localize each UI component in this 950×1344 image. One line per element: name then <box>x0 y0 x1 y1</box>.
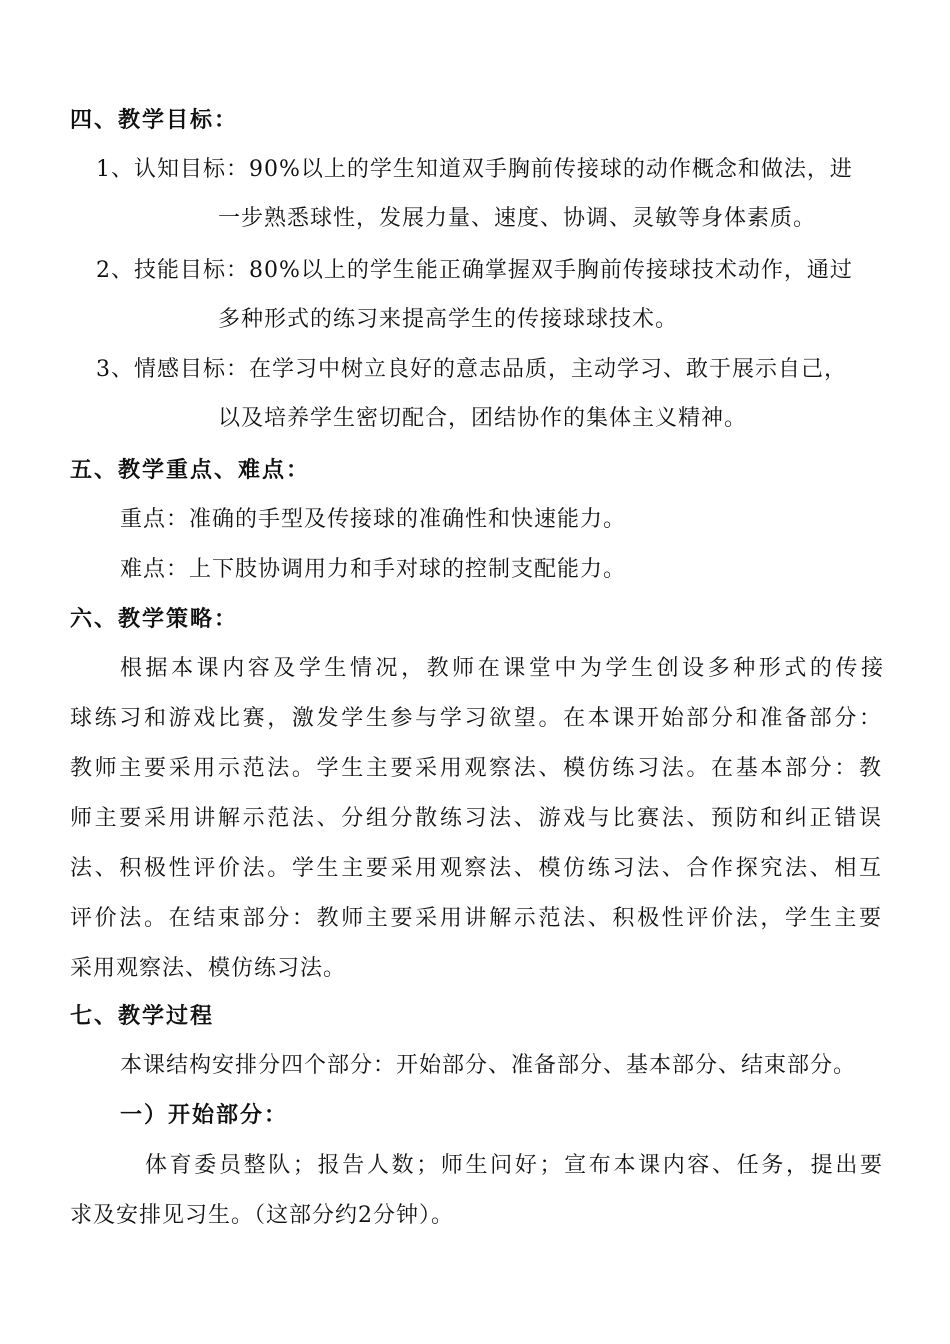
heading-teaching-process: 七、教学过程 <box>70 1004 215 1029</box>
strategy-line: 教师主要采用示范法。学生主要采用观察法、模仿练习法。在基本部分：教 <box>70 756 882 781</box>
heading-teaching-goals: 四、教学目标： <box>70 108 239 133</box>
strategy-line: 根据本课内容及学生情况，教师在课堂中为学生创设多种形式的传接 <box>120 656 884 681</box>
goal-1-line-1: 1、认知目标：90%以上的学生知道双手胸前传接球的动作概念和做法，进 <box>96 157 853 182</box>
goal-2-line-2: 多种形式的练习来提高学生的传接球球技术。 <box>218 307 679 332</box>
goal-3-line-1: 3、情感目标：在学习中树立良好的意志品质，主动学习、敢于展示自己， <box>96 357 847 382</box>
strategy-line: 评价法。在结束部分：教师主要采用讲解示范法、积极性评价法，学生主要 <box>70 906 882 931</box>
strategy-line: 师主要采用讲解示范法、分组分散练习法、游戏与比赛法、预防和纠正错误 <box>70 806 882 831</box>
lesson-structure: 本课结构安排分四个部分：开始部分、准备部分、基本部分、结束部分。 <box>120 1053 857 1078</box>
goal-2-line-1: 2、技能目标：80%以上的学生能正确掌握双手胸前传接球技术动作，通过 <box>96 258 853 283</box>
goal-3-line-2: 以及培养学生密切配合，团结协作的集体主义精神。 <box>218 406 748 431</box>
difficult-point: 难点：上下肢协调用力和手对球的控制支配能力。 <box>120 557 627 582</box>
key-point: 重点：准确的手型及传接球的准确性和快速能力。 <box>120 507 627 532</box>
opening-part-line: 求及安排见习生。（这部分约2分钟）。 <box>70 1203 454 1228</box>
goal-1-line-2: 一步熟悉球性，发展力量、速度、协调、灵敏等身体素质。 <box>218 206 817 231</box>
heading-teaching-strategy: 六、教学策略： <box>70 607 239 632</box>
strategy-line: 法、积极性评价法。学生主要采用观察法、模仿练习法、合作探究法、相互 <box>70 856 882 881</box>
heading-key-difficult-points: 五、教学重点、难点： <box>70 458 311 483</box>
strategy-line: 球练习和游戏比赛，激发学生参与学习欲望。在本课开始部分和准备部分： <box>70 706 882 731</box>
opening-part-line: 体育委员整队；报告人数；师生问好；宣布本课内容、任务，提出要 <box>145 1153 883 1178</box>
strategy-line: 采用观察法、模仿练习法。 <box>70 956 347 981</box>
subheading-opening-part: 一）开始部分： <box>120 1103 289 1128</box>
